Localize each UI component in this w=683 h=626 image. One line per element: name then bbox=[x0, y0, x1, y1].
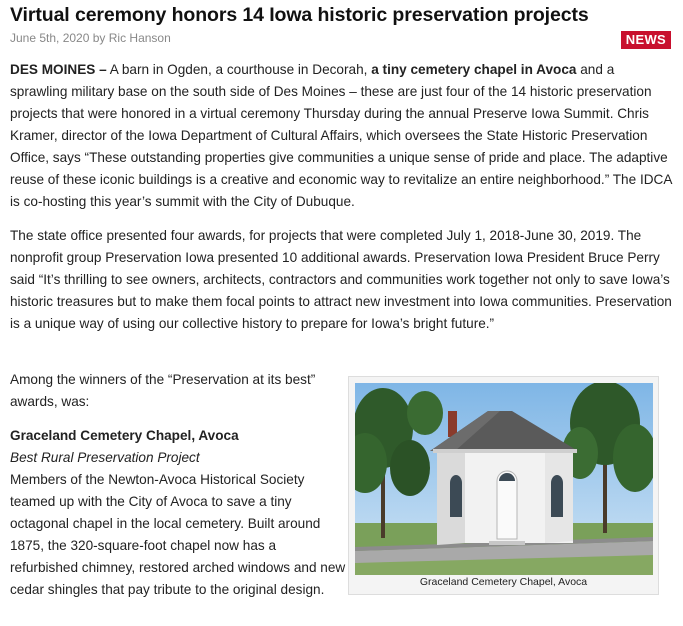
paragraph-1-text-b: and a sprawling military base on the south side of Des Moines – these are just four of the 14 historic preservation projects that were honored in a virtual ceremony Thursday during the annual Preserve Iowa Summit. Chris Kramer, director of the Iowa Department of Cultural Affairs, which oversees the State Historic Preservation Office, says “These outstanding properties give communities a unique sense of pride and place. The adaptive reuse of these iconic buildings is a creative and economic way to revitalize an entire neighborhood.” The IDCA is co-hosting this year’s summit with the City of Dubuque. bbox=[10, 62, 672, 209]
news-badge[interactable]: NEWS bbox=[621, 31, 671, 49]
paragraph-1 bbox=[10, 59, 674, 213]
project-title: Graceland Cemetery Chapel, Avoca bbox=[10, 428, 239, 443]
chapel-photo[interactable] bbox=[355, 383, 653, 575]
paragraph-1-highlight: a tiny cemetery chapel in Avoca bbox=[371, 62, 577, 77]
figure-caption: Graceland Cemetery Chapel, Avoca bbox=[419, 576, 588, 588]
project-award: Best Rural Preservation Project bbox=[10, 450, 200, 465]
chapel-figure bbox=[348, 376, 659, 595]
byline: June 5th, 2020 by Ric Hanson bbox=[10, 31, 171, 45]
paragraph-1-text-a: A barn in Ogden, a courthouse in Decorah, bbox=[106, 62, 372, 77]
paragraph-2: The state office presented four awards, for projects that were completed July 1, 2018-June 30, 2019. The nonprofit group Preservation Iowa presented 10 additional awards. Preservation Iowa President Bruce Perry said “It’s thrilling to see owners, architects, contractors and communities work together not only to save Iowa’s historic treasures but to make them focal points to attract new investment into Iowa communities. Preservation is a unique way of using our collective history to prepare for Iowa’s bright future.” bbox=[10, 228, 672, 331]
winners-intro: Among the winners of the “Preservation at its best” awards, was: bbox=[10, 372, 316, 409]
dateline: DES MOINES – bbox=[10, 62, 107, 77]
project-description: Members of the Newton-Avoca Historical Society teamed up with the City of Avoca to save a tiny octagonal chapel in the local cemetery. Built around 1875, the 320-square-foot chapel now has a refurbished chimney, restored arched windows and new cedar shingles that pay tribute to the original design. bbox=[10, 472, 346, 597]
article-title: Virtual ceremony honors 14 Iowa historic preservation projects bbox=[10, 4, 589, 26]
